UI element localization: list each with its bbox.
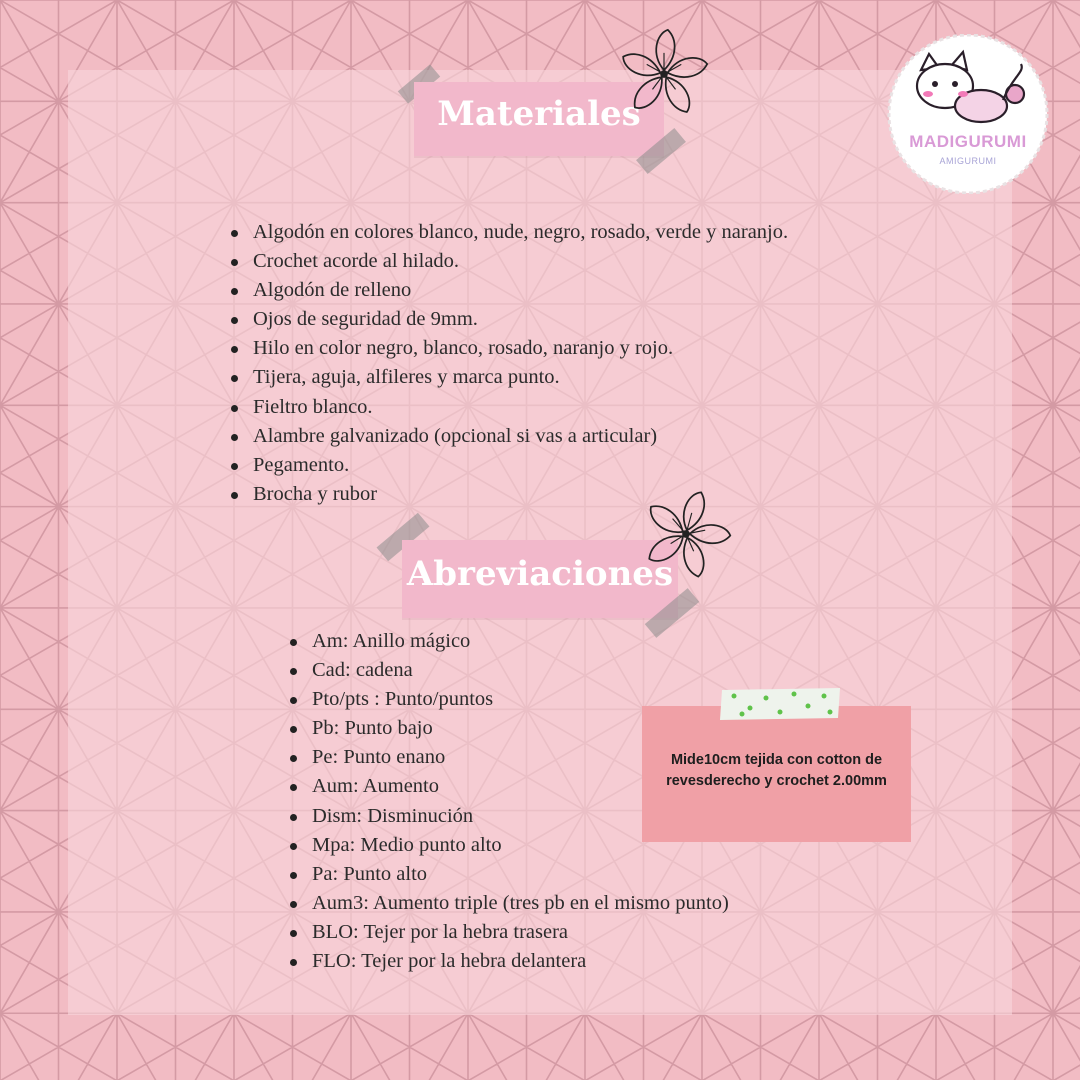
abbreviation-item: Pe: Punto enano <box>288 743 729 772</box>
material-item: Algodón de relleno <box>229 276 788 305</box>
material-item: Crochet acorde al hilado. <box>229 247 788 276</box>
abbreviation-item: BLO: Tejer por la hebra trasera <box>288 918 729 947</box>
material-item: Algodón en colores blanco, nude, negro, rosado, verde y naranjo. <box>229 218 788 247</box>
abbreviation-item: Am: Anillo mágico <box>288 627 729 656</box>
flower-icon <box>616 26 712 122</box>
material-item: Pegamento. <box>229 451 788 480</box>
material-item: Alambre galvanizado (opcional si vas a articular) <box>229 422 788 451</box>
abreviaciones-title-box <box>402 540 678 618</box>
abbreviation-item: Pto/pts : Punto/puntos <box>288 685 729 714</box>
material-item: Brocha y rubor <box>229 480 788 509</box>
abreviaciones-title: Abreviaciones <box>406 554 674 594</box>
abbreviation-item: Pb: Punto bajo <box>288 714 729 743</box>
flower-icon <box>638 486 734 582</box>
abbreviation-item: Mpa: Medio punto alto <box>288 831 729 860</box>
abbreviation-item: Aum3: Aumento triple (tres pb en el mismo punto) <box>288 889 729 918</box>
materiales-title: Materiales <box>437 94 641 134</box>
abbreviation-item: Aum: Aumento <box>288 772 729 801</box>
logo-brand-text: MADIGURUMI <box>909 132 1027 151</box>
material-item: Tijera, aguja, alfileres y marca punto. <box>229 363 788 392</box>
material-item: Hilo en color negro, blanco, rosado, naranjo y rojo. <box>229 334 788 363</box>
size-note-text: Mide10cm tejida con cotton de revesderecho y crochet 2.00mm <box>666 752 887 789</box>
logo-subtitle-text: AMIGURUMI <box>939 156 997 166</box>
material-item: Fieltro blanco. <box>229 393 788 422</box>
dotted-washi-tape <box>720 688 842 720</box>
materiales-list <box>229 218 788 509</box>
abbreviation-item: FLO: Tejer por la hebra delantera <box>288 947 729 976</box>
size-note-card <box>642 706 911 842</box>
abbreviation-item: Dism: Disminución <box>288 802 729 831</box>
abbreviation-item: Pa: Punto alto <box>288 860 729 889</box>
abbreviation-item: Cad: cadena <box>288 656 729 685</box>
brand-logo <box>881 34 1055 194</box>
material-item: Ojos de seguridad de 9mm. <box>229 305 788 334</box>
